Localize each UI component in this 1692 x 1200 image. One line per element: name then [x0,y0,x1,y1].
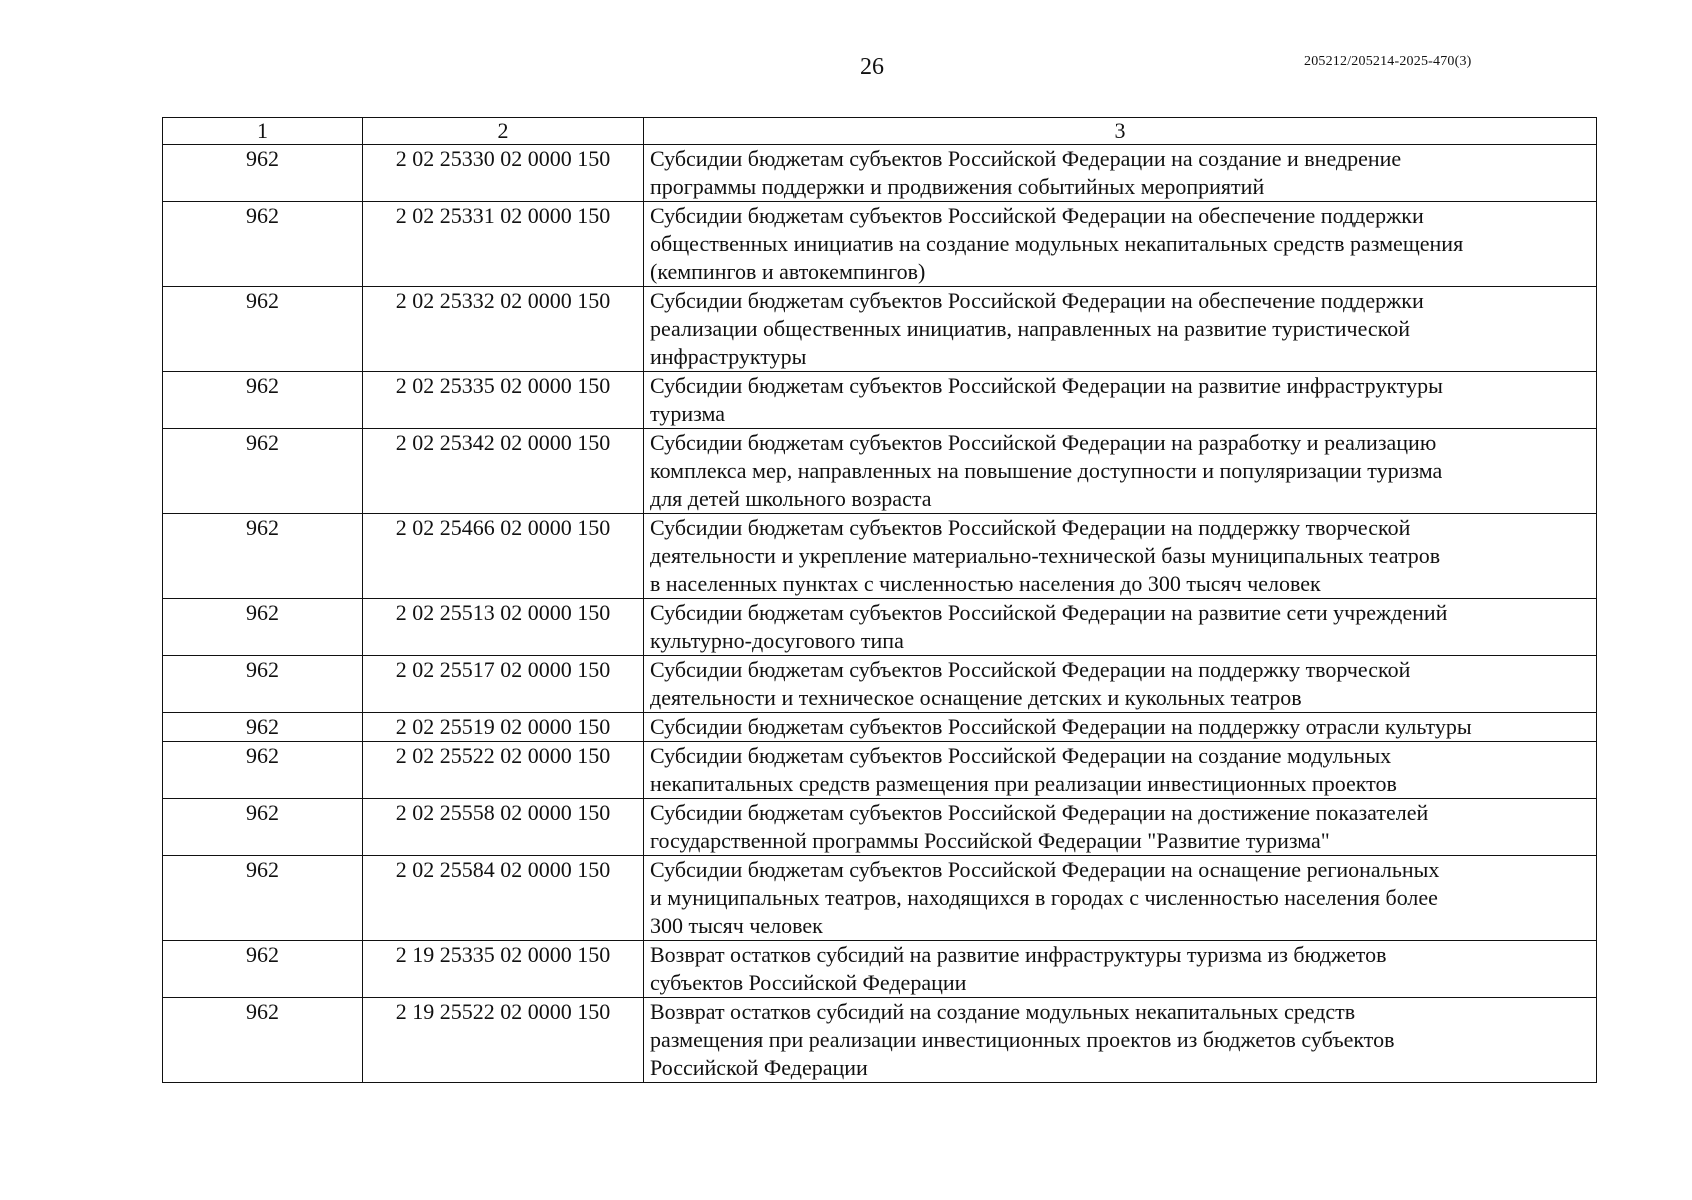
budget-code-cell: 2 02 25522 02 0000 150 [363,742,644,799]
table-row [163,713,1597,742]
table-header-row [163,118,1597,145]
table-row [163,287,1597,372]
income-name-cell [644,145,1597,202]
income-name-text: Субсидии бюджетам субъектов Российской Федерации на развитие сети учреждений культурно-досугового типа [650,600,1448,653]
income-name-cell [644,856,1597,941]
table-row [163,656,1597,713]
table-row [163,941,1597,998]
income-name-cell [644,998,1597,1083]
income-name-text: Субсидии бюджетам субъектов Российской Федерации на достижение показателей государственной программы Российской Федерации "Развитие туризма" [650,800,1429,853]
income-name-text: Субсидии бюджетам субъектов Российской Федерации на поддержку творческой деятельности и техническое оснащение детских и кукольных театров [650,657,1411,710]
table-row [163,599,1597,656]
income-name-text: Возврат остатков субсидий на создание модульных некапитальных средств размещения при реализации инвестиционных проектов из бюджетов субъектов Российской Федерации [650,999,1395,1080]
admin-code-cell: 962 [163,202,363,287]
income-name-cell [644,514,1597,599]
admin-code-cell: 962 [163,941,363,998]
admin-code-cell: 962 [163,287,363,372]
table-body [163,118,1597,1083]
admin-code-cell: 962 [163,372,363,429]
income-name-cell [644,287,1597,372]
table-row [163,514,1597,599]
income-name-cell [644,799,1597,856]
table-row [163,429,1597,514]
budget-code-cell: 2 02 25331 02 0000 150 [363,202,644,287]
table-row [163,145,1597,202]
income-name-text: Субсидии бюджетам субъектов Российской Федерации на разработку и реализацию комплекса мер, направленных на повышение доступности и популяризации туризма для детей школьного возраста [650,430,1443,511]
column-header-2: 2 [363,118,644,145]
budget-code-cell: 2 02 25513 02 0000 150 [363,599,644,656]
budget-code-cell: 2 02 25517 02 0000 150 [363,656,644,713]
income-name-cell [644,599,1597,656]
income-name-cell [644,372,1597,429]
income-name-cell [644,202,1597,287]
document-code: 205212/205214-2025-470(3) [1304,54,1472,69]
table-row [163,856,1597,941]
budget-code-cell: 2 02 25519 02 0000 150 [363,713,644,742]
income-name-cell [644,656,1597,713]
income-name-cell [644,713,1597,742]
budget-code-cell: 2 02 25330 02 0000 150 [363,145,644,202]
budget-code-cell: 2 02 25332 02 0000 150 [363,287,644,372]
income-name-text: Субсидии бюджетам субъектов Российской Федерации на поддержку отрасли культуры [650,714,1472,739]
income-name-text: Субсидии бюджетам субъектов Российской Федерации на создание и внедрение программы поддержки и продвижения событийных мероприятий [650,146,1402,199]
table-row [163,372,1597,429]
budget-code-cell: 2 02 25342 02 0000 150 [363,429,644,514]
page-number: 26 [860,54,884,80]
income-name-text: Возврат остатков субсидий на развитие инфраструктуры туризма из бюджетов субъектов Российской Федерации [650,942,1387,995]
budget-code-cell: 2 19 25335 02 0000 150 [363,941,644,998]
budget-codes-table [162,117,1597,1083]
income-name-cell [644,429,1597,514]
table-row [163,998,1597,1083]
budget-code-cell: 2 02 25584 02 0000 150 [363,856,644,941]
income-name-text: Субсидии бюджетам субъектов Российской Федерации на развитие инфраструктуры туризма [650,373,1443,426]
income-name-cell [644,941,1597,998]
admin-code-cell: 962 [163,799,363,856]
admin-code-cell: 962 [163,713,363,742]
income-name-text: Субсидии бюджетам субъектов Российской Федерации на создание модульных некапитальных средств размещения при реализации инвестиционных проектов [650,743,1397,796]
admin-code-cell: 962 [163,145,363,202]
income-name-text: Субсидии бюджетам субъектов Российской Федерации на обеспечение поддержки общественных инициатив на создание модульных некапитальных средств размещения (кемпингов и автокемпингов) [650,203,1464,284]
admin-code-cell: 962 [163,429,363,514]
income-name-cell [644,742,1597,799]
admin-code-cell: 962 [163,656,363,713]
budget-code-cell: 2 02 25558 02 0000 150 [363,799,644,856]
budget-code-cell: 2 19 25522 02 0000 150 [363,998,644,1083]
income-name-text: Субсидии бюджетам субъектов Российской Федерации на оснащение региональных и муниципальных театров, находящихся в городах с численностью населения более 300 тысяч человек [650,857,1440,938]
budget-code-cell: 2 02 25335 02 0000 150 [363,372,644,429]
admin-code-cell: 962 [163,856,363,941]
admin-code-cell: 962 [163,599,363,656]
table-row [163,799,1597,856]
budget-code-cell: 2 02 25466 02 0000 150 [363,514,644,599]
income-name-text: Субсидии бюджетам субъектов Российской Федерации на поддержку творческой деятельности и укрепление материально-технической базы муниципальных театров в населенных пунктах с численностью населения до 300 тысяч человек [650,515,1441,596]
admin-code-cell: 962 [163,514,363,599]
table-row [163,742,1597,799]
table-row [163,202,1597,287]
admin-code-cell: 962 [163,742,363,799]
income-name-text: Субсидии бюджетам субъектов Российской Федерации на обеспечение поддержки реализации общественных инициатив, направленных на развитие туристической инфраструктуры [650,288,1424,369]
column-header-1: 1 [163,118,363,145]
admin-code-cell: 962 [163,998,363,1083]
column-header-3: 3 [644,118,1597,145]
